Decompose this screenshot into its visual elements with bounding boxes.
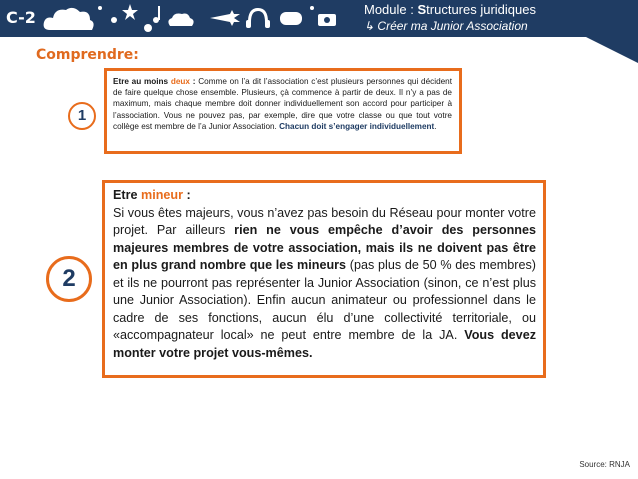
- headphones-icon: [248, 8, 268, 22]
- item-1-closing: Chacun doit s’engager individuellement: [279, 121, 435, 131]
- airplane-icon: [210, 10, 240, 26]
- header-bar: [0, 0, 638, 37]
- item-2-number: 2: [46, 256, 92, 302]
- item-1-number: 1: [68, 102, 96, 130]
- slide-code: C-2: [6, 8, 36, 27]
- section-title: Comprendre:: [36, 47, 139, 63]
- dot-icon: [98, 6, 102, 10]
- source-note: Source: RNJA: [579, 460, 630, 469]
- dot-icon: [310, 6, 314, 10]
- arrow-icon: ↳: [364, 19, 375, 33]
- module-title: Module : Structures juridiques: [364, 2, 536, 17]
- header-tab-corner: [586, 37, 638, 63]
- cloud-icon: [44, 8, 94, 30]
- note-icon: [158, 6, 160, 20]
- item-1-box: Etre au moins deux : Comme on l’a dit l’association c’est plusieurs personnes qui décident de faire quelque chose ensemble. Plusieurs, çà commence à partir de deux. Il n’y a pas de maximum, mais chaque membre doit donner individuellement son accord pour participer à l’association. Vous ne pouvez pas, par exemple, dire que votre classe ou que tout votre collège est membre de l’a Junior Association. Chacun doit s’engager individuellement.: [104, 68, 462, 154]
- module-title-initial: S: [417, 2, 427, 17]
- cloud-icon: [168, 14, 193, 27]
- module-subtitle: ↳ Créer ma Junior Association: [364, 19, 528, 33]
- gamepad-icon: [280, 12, 302, 25]
- item-2-bold-1: rien ne vous empêche d’avoir des personnes majeures membres de votre association, mais ils ne doivent pas être en plus grand nombre que les mineurs: [113, 223, 536, 272]
- dot-icon: [111, 17, 117, 23]
- item-2-bold-2: Vous devez monter votre projet vous-mêmes.: [113, 328, 536, 360]
- star-icon: [122, 4, 138, 20]
- item-2-box: Etre mineur : Si vous êtes majeurs, vous n’avez pas besoin du Réseau pour monter votre projet. Par ailleurs rien ne vous empêche d’avoir des personnes majeures membres de votre association, mais ils ne doivent pas être en plus grand nombre que les mineurs (pas plus de 50 % des membres) et ils ne pourront pas représenter la Junior Association (sinon, ce n’est plus une Junior Association). Enfin aucun animateur ou professionnel dans le cadre de ses fonctions, aucun élu d’une collectivité territoriale, ou «accompagnateur local» ne peut entre membre de la JA. Vous devez monter votre projet vous-mêmes.: [102, 180, 546, 378]
- dot-icon: [144, 24, 152, 32]
- decorative-icons: [40, 0, 340, 37]
